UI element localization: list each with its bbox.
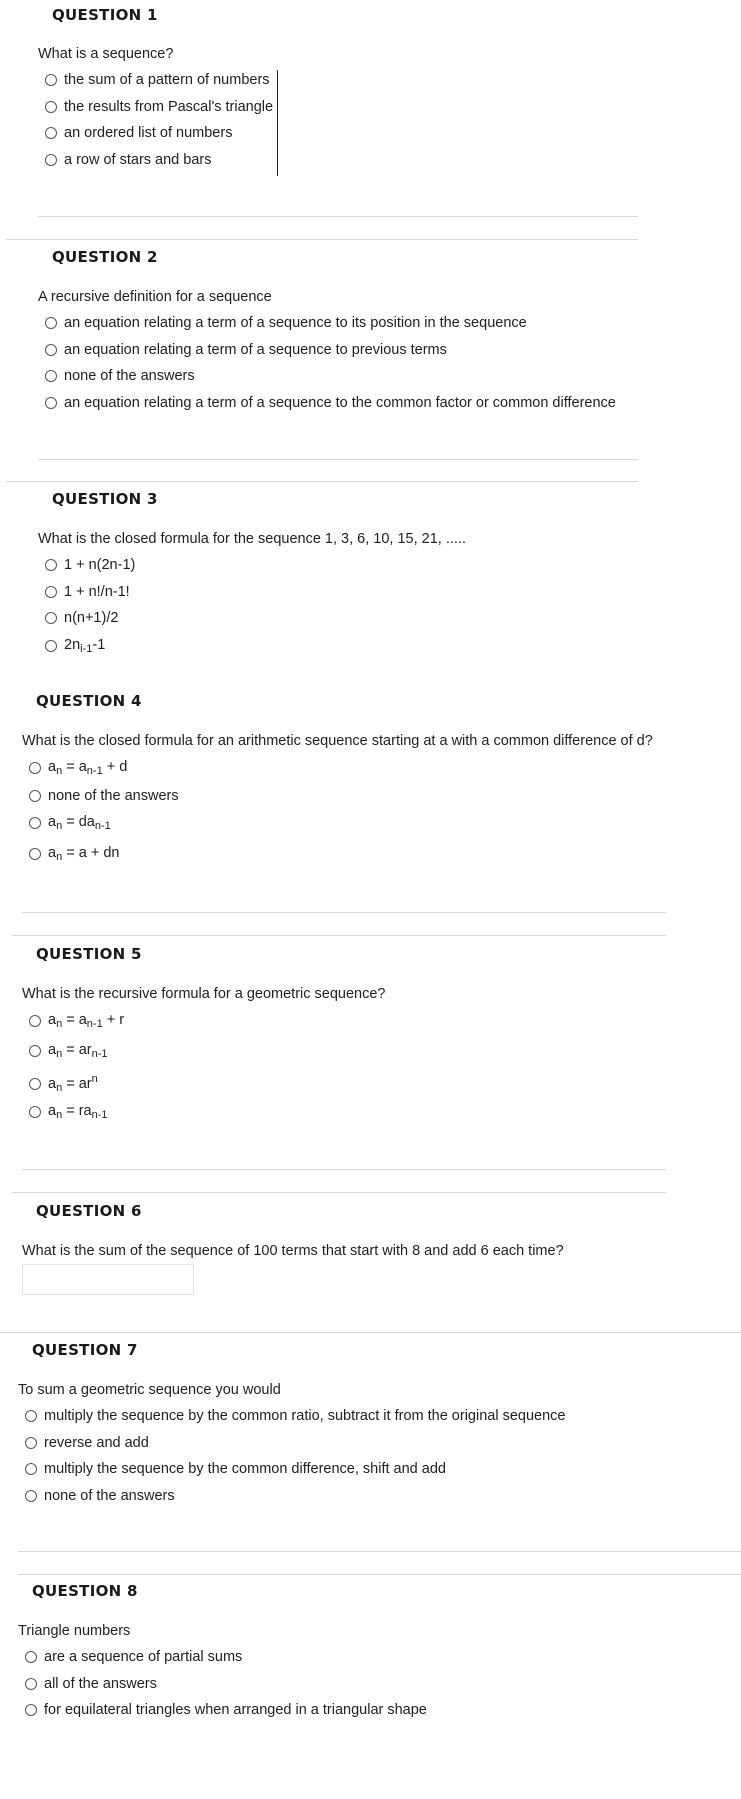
- radio-button[interactable]: [29, 1015, 41, 1027]
- radio-button[interactable]: [25, 1678, 37, 1690]
- radio-button[interactable]: [25, 1463, 37, 1475]
- section-divider: [6, 239, 638, 240]
- section-divider: [22, 912, 666, 913]
- q1-option-1[interactable]: the sum of a pattern of numbers: [45, 72, 270, 88]
- question-1-title: QUESTION 1: [52, 6, 158, 24]
- question-7-title: QUESTION 7: [32, 1341, 138, 1359]
- radio-button[interactable]: [29, 790, 41, 802]
- q7-option-2[interactable]: reverse and add: [25, 1435, 149, 1451]
- radio-button[interactable]: [29, 1078, 41, 1090]
- radio-button[interactable]: [25, 1651, 37, 1663]
- question-7-prompt: To sum a geometric sequence you would: [18, 1382, 281, 1398]
- radio-button[interactable]: [45, 154, 57, 166]
- question-3-prompt: What is the closed formula for the sequence 1, 3, 6, 10, 15, 21, .....: [38, 531, 466, 547]
- section-divider: [0, 1332, 741, 1333]
- question-6-title: QUESTION 6: [36, 1202, 142, 1220]
- q1-option-2[interactable]: the results from Pascal's triangle: [45, 99, 273, 115]
- q5-option-2[interactable]: $a_n = ar_{n-1}$: [29, 1042, 108, 1060]
- question-5-prompt: What is the recursive formula for a geometric sequence?: [22, 986, 386, 1002]
- q2-option-3[interactable]: none of the answers: [45, 368, 195, 384]
- q5-option-3[interactable]: $a_n = ar^n$: [29, 1073, 98, 1094]
- radio-button[interactable]: [45, 101, 57, 113]
- question-1-prompt: What is a sequence?: [38, 46, 174, 62]
- q7-option-4[interactable]: none of the answers: [25, 1488, 175, 1504]
- radio-button[interactable]: [29, 762, 41, 774]
- divider-line: [277, 70, 278, 176]
- q3-option-2[interactable]: 1 + n!/n-1!: [45, 584, 130, 600]
- radio-button[interactable]: [25, 1704, 37, 1716]
- question-4-prompt: What is the closed formula for an arithmetic sequence starting at a with a common difference of d?: [22, 733, 653, 749]
- q2-option-2[interactable]: an equation relating a term of a sequence to previous terms: [45, 342, 447, 358]
- radio-button[interactable]: [45, 74, 57, 86]
- radio-button[interactable]: [25, 1437, 37, 1449]
- section-divider: [6, 481, 638, 482]
- q3-option-3[interactable]: n(n+1)/2: [45, 610, 118, 626]
- section-divider: [38, 459, 638, 460]
- q8-option-3[interactable]: for equilateral triangles when arranged in a triangular shape: [25, 1702, 427, 1718]
- q8-option-1[interactable]: are a sequence of partial sums: [25, 1649, 242, 1665]
- q5-option-4[interactable]: $a_n = ra_{n-1}$: [29, 1103, 108, 1121]
- radio-button[interactable]: [45, 612, 57, 624]
- section-divider: [38, 216, 638, 217]
- question-8-title: QUESTION 8: [32, 1582, 138, 1600]
- q4-option-3[interactable]: $a_n = da_{n-1}$: [29, 814, 111, 832]
- radio-button[interactable]: [25, 1410, 37, 1422]
- radio-button[interactable]: [45, 586, 57, 598]
- q7-option-3[interactable]: multiply the sequence by the common difference, shift and add: [25, 1461, 446, 1477]
- radio-button[interactable]: [45, 127, 57, 139]
- question-4-title: QUESTION 4: [36, 692, 142, 710]
- question-6-prompt: What is the sum of the sequence of 100 terms that start with 8 and add 6 each time?: [22, 1243, 564, 1259]
- q4-option-2[interactable]: none of the answers: [29, 788, 179, 804]
- radio-button[interactable]: [45, 317, 57, 329]
- section-divider: [22, 1169, 666, 1170]
- q4-option-4[interactable]: $a_n = a$ + dn: [29, 845, 119, 863]
- q8-option-2[interactable]: all of the answers: [25, 1676, 157, 1692]
- radio-button[interactable]: [45, 344, 57, 356]
- section-divider: [18, 1551, 741, 1552]
- section-divider: [12, 935, 666, 936]
- radio-button[interactable]: [45, 640, 57, 652]
- q3-option-4[interactable]: $2n_{i-1}-1$: [45, 637, 105, 655]
- question-5-title: QUESTION 5: [36, 945, 142, 963]
- q5-option-1[interactable]: $a_n = a_{n-1} + r$: [29, 1012, 124, 1030]
- radio-button[interactable]: [29, 848, 41, 860]
- answer-input[interactable]: [22, 1264, 194, 1295]
- q2-option-4[interactable]: an equation relating a term of a sequence to the common factor or common difference: [45, 395, 616, 411]
- q4-option-1[interactable]: $a_n = a_{n-1} + d$: [29, 759, 127, 777]
- radio-button[interactable]: [25, 1490, 37, 1502]
- radio-button[interactable]: [29, 817, 41, 829]
- radio-button[interactable]: [45, 559, 57, 571]
- radio-button[interactable]: [45, 370, 57, 382]
- radio-button[interactable]: [29, 1106, 41, 1118]
- q1-option-4[interactable]: a row of stars and bars: [45, 152, 212, 168]
- question-3-title: QUESTION 3: [52, 490, 158, 508]
- question-2-prompt: A recursive definition for a sequence: [38, 289, 272, 305]
- q3-option-1[interactable]: 1 + n(2n-1): [45, 557, 135, 573]
- radio-button[interactable]: [45, 397, 57, 409]
- question-2-title: QUESTION 2: [52, 248, 158, 266]
- question-8-prompt: Triangle numbers: [18, 1623, 131, 1639]
- q1-option-3[interactable]: an ordered list of numbers: [45, 125, 232, 141]
- q2-option-1[interactable]: an equation relating a term of a sequence to its position in the sequence: [45, 315, 527, 331]
- q7-option-1[interactable]: multiply the sequence by the common ratio, subtract it from the original sequence: [25, 1408, 565, 1424]
- section-divider: [12, 1192, 666, 1193]
- radio-button[interactable]: [29, 1045, 41, 1057]
- section-divider: [18, 1574, 741, 1575]
